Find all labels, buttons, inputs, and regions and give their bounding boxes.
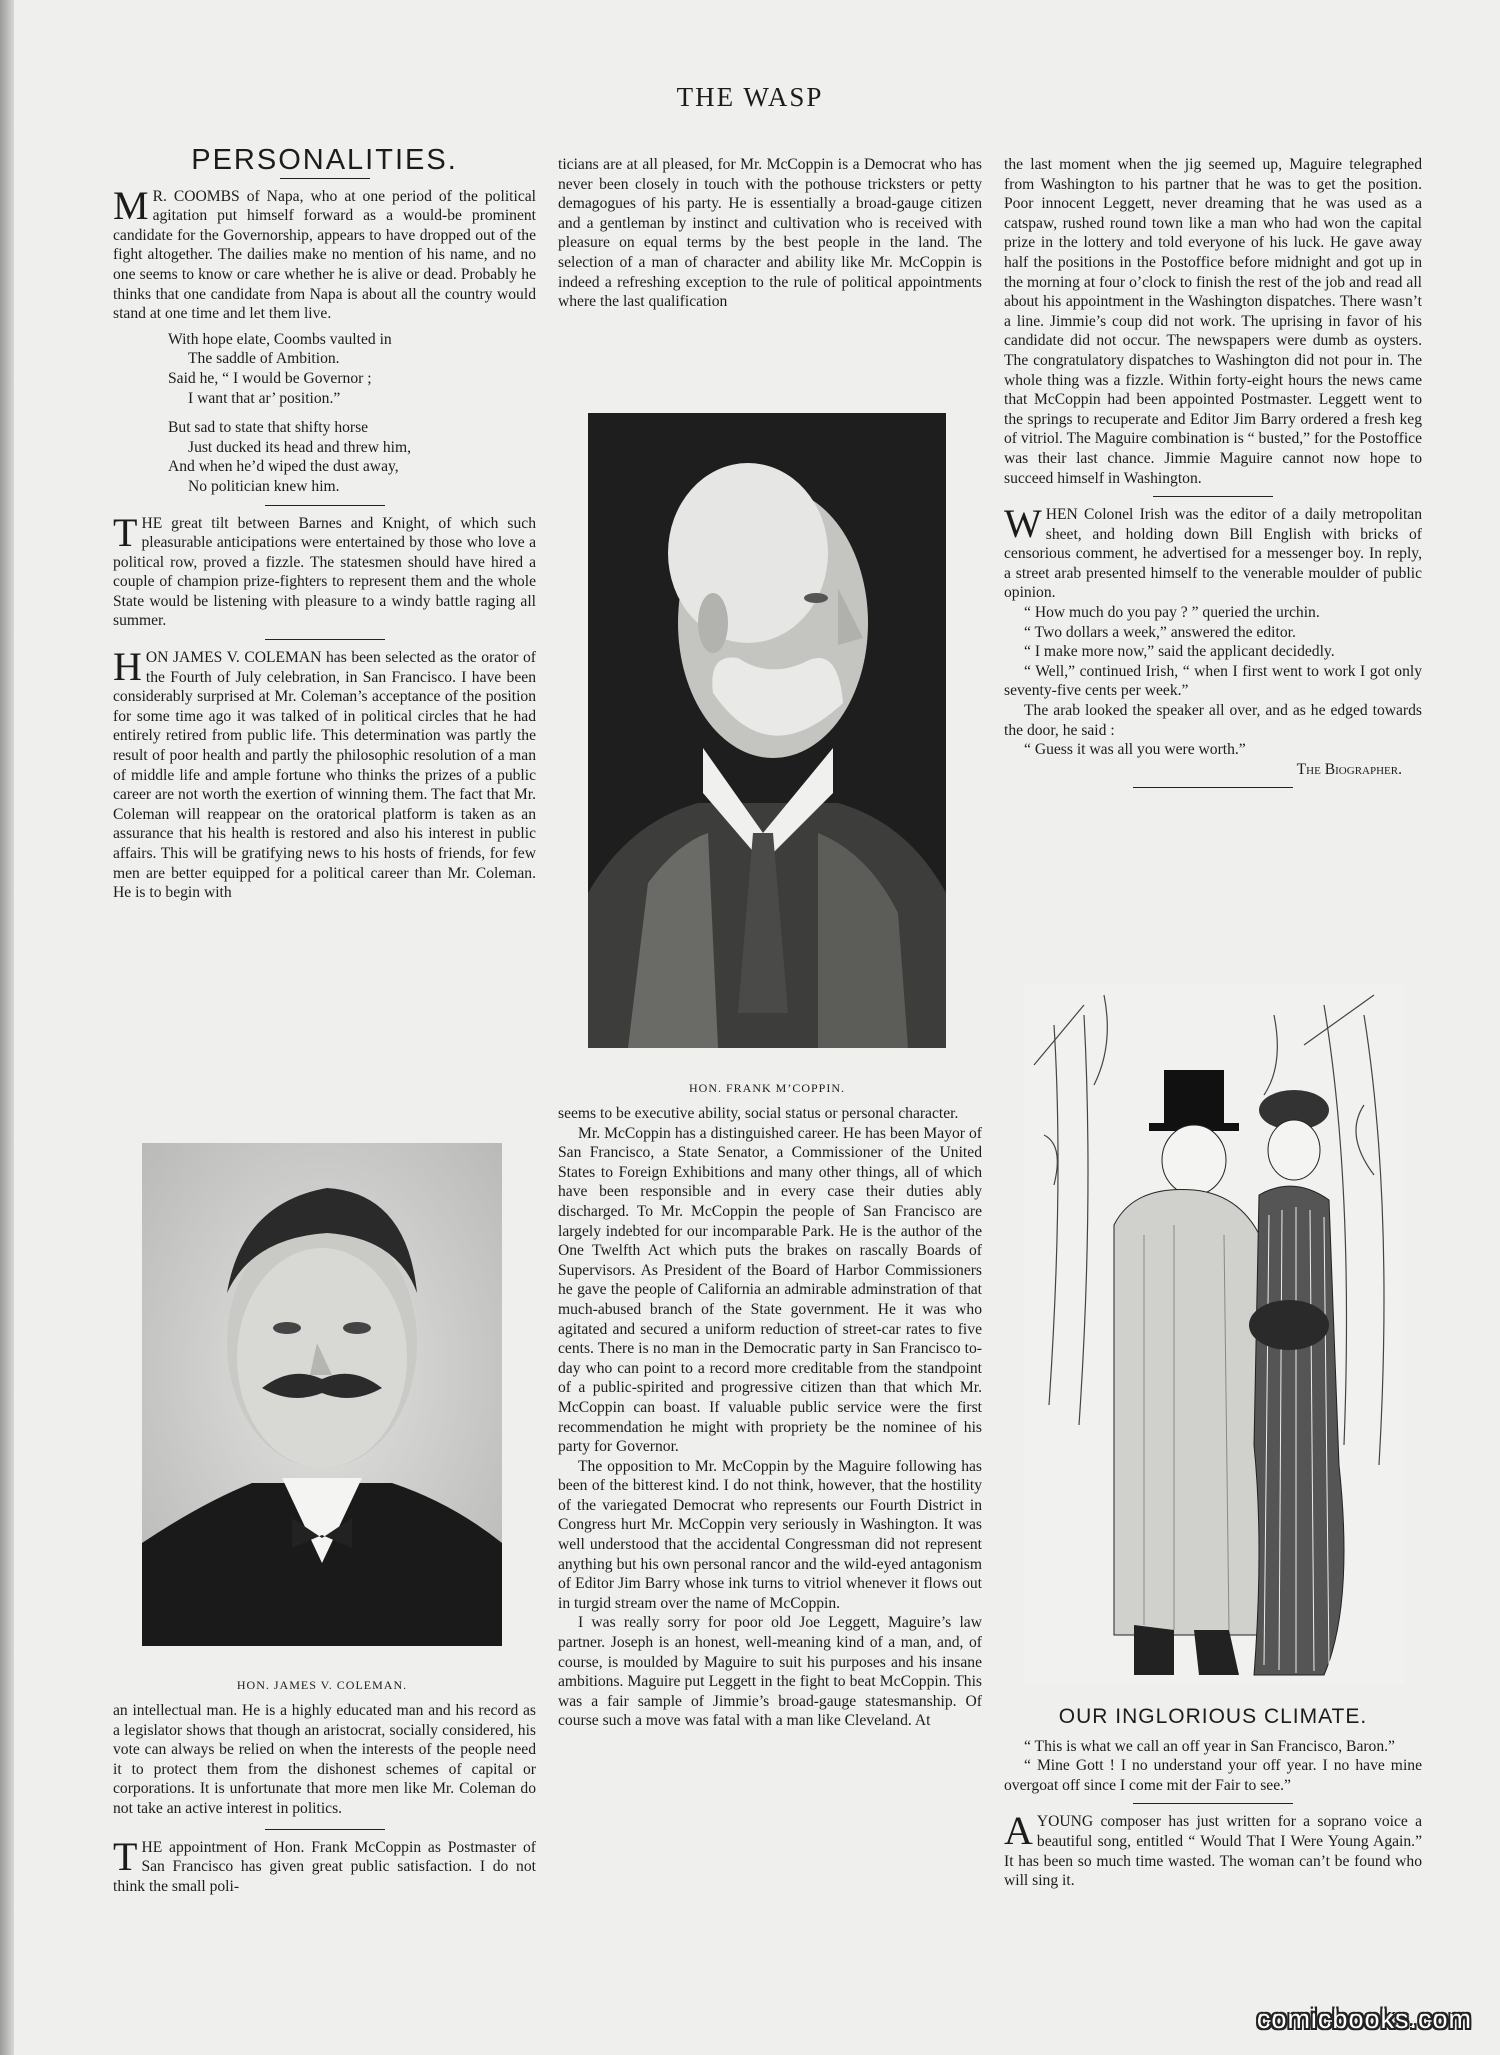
paragraph-coleman-continued: an intellectual man. He is a highly educated man and his record as a legislator shows that though an aristocrat, socially considered, his vote can always be relied on when the interests of the people need it to protect them from the dishonest schemes of capital or corporations. It is unfortunate that more men like Mr. Coleman do not take an active interest in politics. (113, 1702, 536, 1817)
signature: The Biographer. (1296, 760, 1402, 778)
divider (1153, 496, 1273, 497)
drop-cap: M (113, 182, 149, 228)
illustration-couple-in-park (1024, 985, 1404, 1685)
dialogue-line: “ This is what we call an off year in San Francisco, Baron.” (1024, 1737, 1395, 1755)
paragraph-opposition: The opposition to Mr. McCoppin by the Maguire following has been of the bitterest kind. I do not think, however, that the hostility of the variegated Democrat who represents our Fourth District in Congress hurt Mr. McCoppin very seriously in Washington. It was well understood that the accidental Congressman did not represent anything but his own personal rancor and the wild-eyed antagonism of Editor Jim Barry whose ink turns to vitriol whenever it flows out in turgid stream over the name of McCoppin. (558, 1457, 982, 1612)
drop-cap: A (1004, 1808, 1033, 1854)
page-binding-edge (0, 0, 14, 2055)
caption-mccoppin: HON. FRANK M’COPPIN. (688, 1081, 846, 1095)
drop-cap: T (113, 509, 138, 555)
drop-cap: W (1004, 501, 1042, 547)
paragraph-barnes-knight: THE great tilt between Barnes and Knight, of which such pleasurable anticipations were entertained by those who love a political row, proved a fizzle. The statesmen should have hired a couple of champion prize-fighters to represent them and the whole State would be listening with pleasure to a windy battle raging all summer. (113, 509, 536, 630)
headline-personalities: PERSONALITIES. (191, 144, 458, 176)
paragraph-mccoppin-appointment: THE appointment of Hon. Frank McCoppin as Postmaster of San Francisco has given great public satisfaction. I do not think the small poli- (113, 1833, 536, 1895)
paragraph-executive-ability: seems to be executive ability, social status or personal character. (558, 1105, 959, 1122)
watermark: comicbooks.com (1256, 2004, 1472, 2034)
dialogue-line: “ Well,” continued Irish, “ when I first went to work I got only seventy-five cents per week.” (1004, 662, 1422, 700)
paragraph-young-composer: AYOUNG composer has just written for a soprano voice a beautiful song, entitled “ Would That I Were Young Again.” It has been so much time wasted. The woman can’t be found who will sing it. (1004, 1808, 1422, 1890)
drop-cap: H (113, 644, 142, 690)
dialogue-line: The arab looked the speaker all over, and as he edged towards the door, he said : (1004, 702, 1422, 739)
paragraph-leggett: I was really sorry for poor old Joe Leggett, Maguire’s law partner. Joseph is an honest, well-meaning kind of a man, and, of course, is moulded by Maguire to suit his purposes and his insane ambitions. Maguire put Leggett in the fight to beat McCoppin. This was a fair sample of Jimmie’s broad-gauge statesmanship. Of course such a move was fatal with a man like Cleveland. At (558, 1614, 982, 1730)
poem-line: Just ducked its head and threw him, (188, 438, 412, 456)
paragraph-colonel-irish: WHEN Colonel Irish was the editor of a daily metropolitan sheet, and holding down Bill English with bricks of censorious comment, he advertised for a messenger boy. In reply, a street arab presented himself to the venerable moulder of public opinion. (1004, 501, 1422, 602)
divider (265, 1829, 385, 1830)
column-2-top (558, 155, 982, 312)
poem-line: And when he’d wiped the dust away, (168, 458, 399, 476)
column-1-continued (113, 1701, 536, 1896)
dialogue-line: “ I make more now,” said the applicant decidedly. (1024, 643, 1335, 661)
poem-line: No politician knew him. (188, 477, 340, 495)
column-2-bottom (558, 1104, 982, 1731)
portrait-james-coleman (142, 1143, 502, 1646)
divider (1133, 787, 1293, 788)
column-3 (1004, 155, 1422, 796)
headline-inglorious-climate: OUR INGLORIOUS CLIMATE. (1058, 1705, 1368, 1728)
dialogue-line: “ Guess it was all you were worth.” (1024, 741, 1246, 759)
divider (1133, 1803, 1293, 1804)
masthead: THE WASP (676, 82, 824, 112)
divider (265, 505, 385, 506)
poem-line: Said he, “ I would be Governor ; (168, 369, 372, 387)
dialogue-line: “ Two dollars a week,” answered the editor. (1024, 623, 1296, 641)
paragraph-coleman: HON JAMES V. COLEMAN has been selected as the orator of the Fourth of July celebration, in San Francisco. I have been considerably surprised at Mr. Coleman’s acceptance of the position for some time ago it was talked of in political circles that he had entirely retired from public life. This determination was partly the result of poor health and partly the philosophic resolution of a man of middle life and ample fortune who thinks the prizes of a public career are not worth the exertion of winning them. The fact that Mr. Coleman will reappear on the oratorical platform is taken as an assurance that his health is restored and also his interest in public affairs. This will be gratifying news to his hosts of friends, for few men are better equipped for a political career than Mr. Coleman. He is to begin with (113, 644, 536, 902)
poem-line: But sad to state that shifty horse (168, 419, 369, 437)
divider (280, 178, 370, 179)
poem-coombs (168, 330, 536, 497)
dialogue-line: “ How much do you pay ? ” queried the urchin. (1024, 604, 1320, 622)
paragraph-career: Mr. McCoppin has a distinguished career. He has been Mayor of San Francisco, a State Senator, a Commissioner of the United States to Foreign Exhibitions and many other things, all of which have been responsible and in every case their duties ably discharged. To Mr. McCoppin the people of San Francisco are largely indebted for our incomparable Park. He is the author of the One Twelfth Act which puts the brakes on rascally Boards of Supervisors. As President of the Board of Harbor Commissioners he gave the people of California an admirable adminstration of that much-abused branch of the State government. He it was who agitated and secured a uniform reduction of street-car rates to five cents. There is no man in the Democratic party in San Francisco to-day who can point to a record more creditable from the standpoint of a public-spirited and progressive citizen than that which Mr. McCoppin can boast. If valuable public service were the first recommendation he might with propriety be the nominee of his party for Governor. (558, 1124, 982, 1456)
poem-line: With hope elate, Coombs vaulted in (168, 330, 392, 348)
caption-coleman: HON. JAMES V. COLEMAN. (236, 1678, 408, 1692)
poem-line: The saddle of Ambition. (188, 350, 340, 368)
divider (265, 639, 385, 640)
paragraph-politicians: ticians are at all pleased, for Mr. McCoppin is a Democrat who has never been closely in touch with the pothouse tricksters or petty demagogues of his party. He is essentially a broad-gauge citizen and a gentleman by instinct and cultivation who is received with pleasure on equal terms by the best people in the land. The selection of a man of character and ability like Mr. McCoppin is indeed a refreshing exception to the rule of political appointments where the last qualification (558, 156, 982, 311)
poem-line: I want that ar’ position.” (188, 389, 341, 407)
column-3-bottom (1004, 1707, 1422, 1891)
drop-cap: T (113, 1833, 138, 1879)
portrait-frank-mccoppin (588, 413, 946, 1048)
paragraph-maguire: the last moment when the jig seemed up, Maguire telegraphed from Washington to his partner that he was to get the position. Poor innocent Leggett, never dreaming that he was used as a catspaw, rushed round town like a man who had won the capital prize in the lottery and told everyone of his luck. He gave away half the positions in the Postoffice before midnight and got up in the morning at four o’clock to finish the rest of the job and read all about his appointment in the Washington dispatches. There wasn’t a line. Jimmie’s coup did not work. The uprising in favor of his candidate did not occur. The newspapers were dumb as oysters. The congratulatory dispatches to Washington did not pour in. The whole thing was a fizzle. Within forty-eight hours the news came that McCoppin had been appointed Postmaster. Leggett went to the springs to recuperate and Editor Jim Barry ordered a fresh keg of vitriol. The Maguire combination is “ busted,” for the Postoffice was their last chance. Jimmie Maguire cannot now hope to succeed himself in Washington. (1004, 156, 1422, 487)
paragraph-coombs: M R. COOMBS of Napa, who at one period of the political agitation put himself forward as a would-be prominent candidate for the Governorship, appears to have dropped out of the fight altogether. The dailies make no mention of his name, and no one seems to know or care whether he is alive or dead. Probably he thinks that one candidate from Napa is about all the country would stand at one time and let them live. (113, 182, 536, 323)
column-1 (113, 144, 536, 903)
dialogue-line: “ Mine Gott ! I no understand your off year. I no have mine overgoat off since I come mit der Fair to see.” (1004, 1757, 1422, 1794)
